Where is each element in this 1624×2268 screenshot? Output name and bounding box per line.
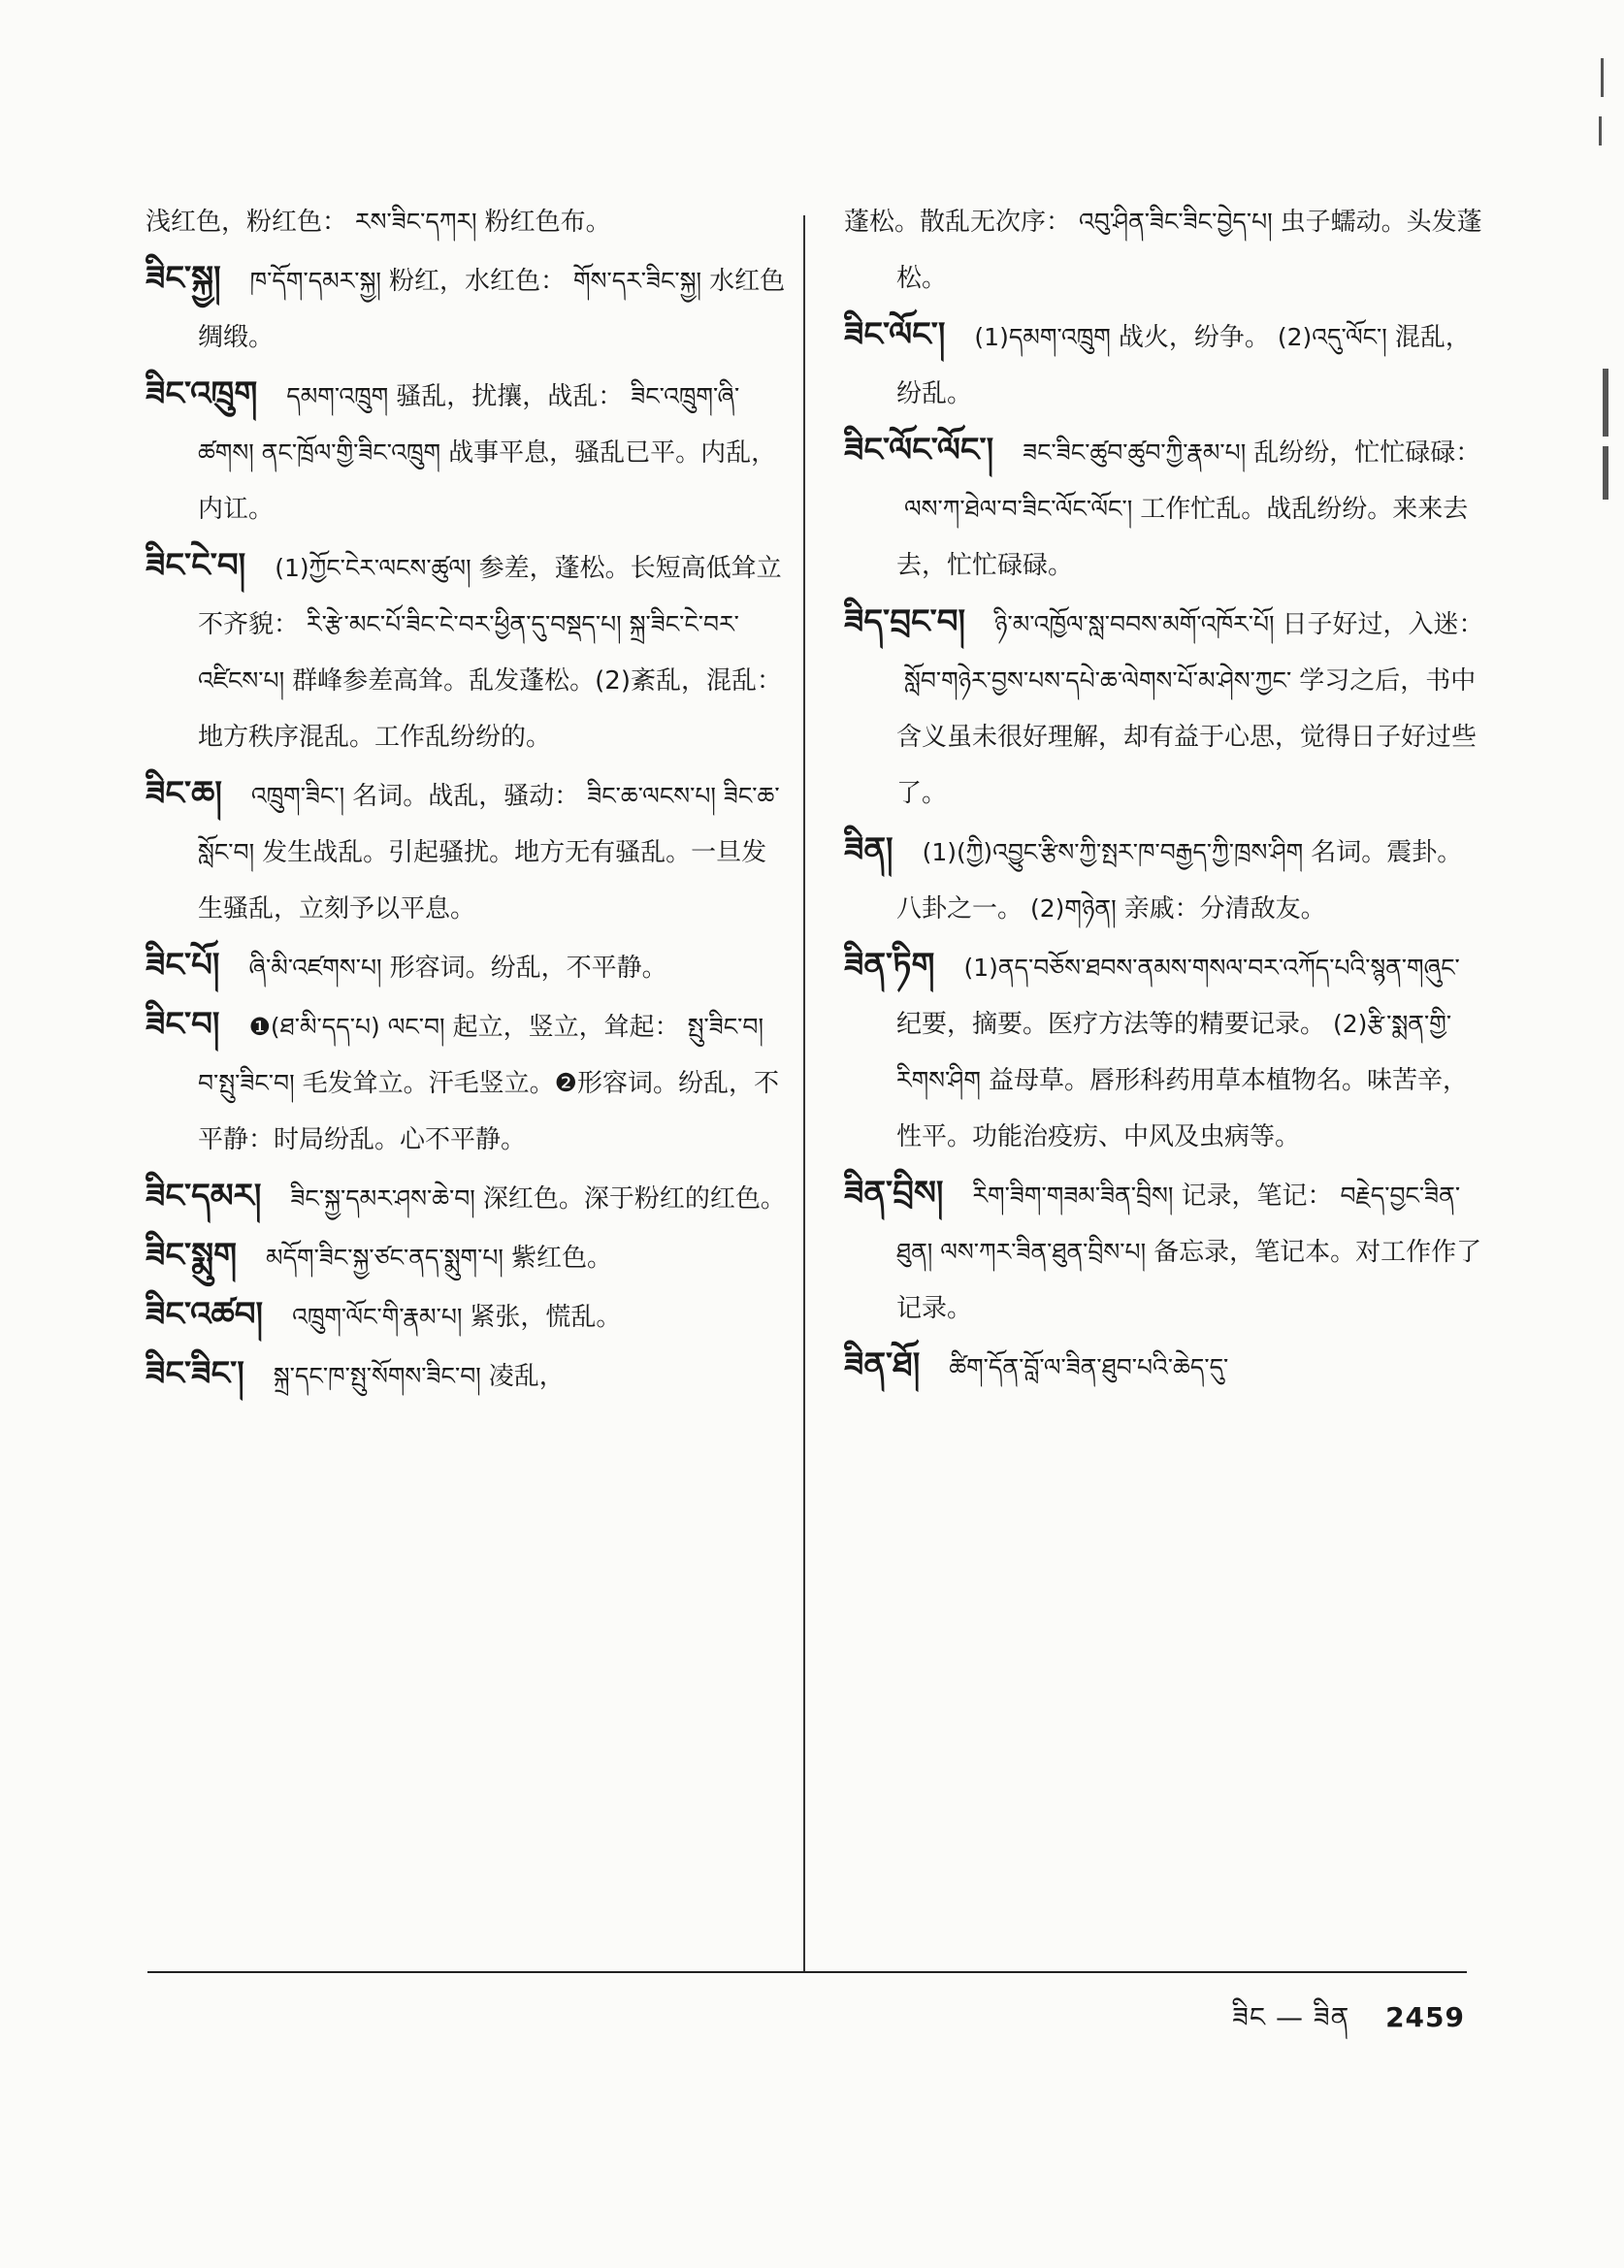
dictionary-entry <box>146 537 786 765</box>
chinese-gloss: 浅红色，粉红色： <box>146 208 348 237</box>
chinese-gloss: 参差，蓬松。长短高低耸立不齐貌： <box>198 554 782 639</box>
tibetan-text: (1)ཀྱོང་ངེར་ལངས་ཚུལ། <box>275 554 471 582</box>
chinese-gloss: 起立，竖立，耸起： <box>452 1013 680 1042</box>
tibetan-text: (1)དམག་འཁྲུག <box>974 323 1111 351</box>
chinese-translation: 工作忙乱。战乱纷纷。来来去去，忙忙碌碌。 <box>896 495 1469 580</box>
chinese-gloss: 深红色。深于粉红的红色。 <box>482 1184 786 1214</box>
chinese-translation: 备忘录，笔记本。对工作作了记录。 <box>896 1238 1482 1323</box>
headword: ཟིན་ཐོ། <box>844 1345 921 1384</box>
dictionary-entry <box>844 422 1484 594</box>
tibetan-text: ཟིང་སྐྱ་དམར་ཤས་ཆེ་བ། <box>290 1184 475 1213</box>
tibetan-example: (2)རྩི་སྨན་གྱི་རིགས་ཤིག <box>896 1010 1452 1094</box>
dictionary-entry <box>146 1168 786 1227</box>
tibetan-text: ཁ་དོག་དམར་སྐྱ། <box>249 267 381 295</box>
scan-mark <box>1603 446 1608 500</box>
dictionary-entry <box>146 765 786 937</box>
tibetan-example: ཟིང་ཆ་ལངས་པ། ཟིང་ཆ་སློང་བ། <box>198 782 780 866</box>
dictionary-entry <box>146 937 786 996</box>
dictionary-entry <box>844 194 1484 307</box>
chinese-gloss: 蓬松。散乱无次序： <box>844 208 1072 237</box>
headword: ཟིང་ཆ། <box>146 774 222 813</box>
page-footer <box>1232 1987 1465 2063</box>
tibetan-example: སློབ་གཉེར་བྱས་པས་དཔེ་ཆ་ལེགས་པོ་མ་ཤེས་ཀྱང་ <box>904 666 1292 695</box>
tibetan-text: ཉི་མ་འཁྱོལ་སླ་བབས་མགོ་འཁོར་པོ། <box>994 610 1275 638</box>
chinese-translation: 益母草。唇形科药用草本植物名。味苦辛，性平。功能治疫疠、中风及虫病等。 <box>896 1066 1468 1151</box>
dictionary-entry <box>146 1345 786 1405</box>
chinese-translation: 粉红色布。 <box>484 208 611 237</box>
chinese-gloss: 紧张，慌乱。 <box>470 1303 622 1332</box>
chinese-gloss: 骚乱，扰攘，战乱： <box>396 382 624 411</box>
chinese-translation: 毛发耸立。汗毛竖立。❷形容词。纷乱，不平静：时局纷乱。心不平静。 <box>198 1069 779 1154</box>
chinese-translation: 亲戚：分清敌友。 <box>1123 894 1326 923</box>
headword: ཟིང་ལོང་། <box>844 315 946 354</box>
headword: ཟིང་ཟིང་། <box>146 1354 244 1393</box>
dictionary-entry <box>844 594 1484 822</box>
tibetan-text: ཟང་ཟིང་ཚུབ་ཚུབ་ཀྱི་རྣམ་པ། <box>1023 438 1247 467</box>
headword: ཟིང་པོ། <box>146 946 220 985</box>
headword: ཟིད་བྲང་བ། <box>844 602 966 641</box>
tibetan-example: བརྗེད་བྱང་ཟིན་ཐུན། ལས་ཀར་ཟིན་ཐུན་བྲིས་པ། <box>896 1182 1461 1266</box>
dictionary-entry <box>844 1165 1484 1337</box>
chinese-translation: 战事平息，骚乱已平。内乱，内讧。 <box>198 438 777 524</box>
chinese-translation: 学习之后，书中含义虽未很好理解，却有益于心思，觉得日子好过些了。 <box>896 666 1478 808</box>
scan-mark <box>1601 58 1604 97</box>
tibetan-example: གོས་དར་ཟིང་སྐྱ། <box>573 267 702 295</box>
chinese-gloss: 日子好过，入迷： <box>1282 610 1484 639</box>
scan-mark <box>1603 369 1608 437</box>
chinese-gloss: 纪要，摘要。医疗方法等的精要记录。 <box>896 1010 1326 1039</box>
tibetan-example: རི་རྩེ་མང་པོ་ཟིང་ངེ་བར་ཕྱིན་དུ་བསྡད་པ། སྐྲ་ཟིང་ངེ་བར་འཛིངས་པ། <box>198 610 739 695</box>
dictionary-entry <box>146 1286 786 1345</box>
chinese-gloss: 战火，纷争。 <box>1118 323 1270 352</box>
headword: ཟིང་ངེ་བ། <box>146 546 246 585</box>
tibetan-text: (1)ནད་བཅོས་ཐབས་ནམས་གསལ་བར་འཀོད་པའི་སྙན་གཞུང་ <box>963 954 1460 982</box>
headword: ཟིན་ཏིག <box>844 946 935 985</box>
guide-words: ཟིང — ཟིན <box>1232 2001 1350 2033</box>
headword: ཟིན། <box>844 830 893 869</box>
tibetan-example: ལས་ཀ་ཐེལ་བ་ཟིང་ལོང་ལོང་། <box>904 495 1133 523</box>
dictionary-entry <box>844 937 1484 1165</box>
headword: ཟིང་འཚབ། <box>146 1295 264 1334</box>
dictionary-entry <box>844 307 1484 422</box>
chinese-gloss: 乱纷纷，忙忙碌碌： <box>1253 438 1481 468</box>
headword: ཟིང་ལོང་ལོང་། <box>844 431 994 470</box>
dictionary-entry <box>146 1227 786 1286</box>
dictionary-entry <box>844 822 1484 937</box>
tibetan-example: (2)གཉེན། <box>1030 894 1117 923</box>
headword: ཟིང་སྨུག <box>146 1236 238 1275</box>
headword: ཟིང་འཁྲུག <box>146 374 258 413</box>
headword: ཟིང་དམར། <box>146 1177 262 1215</box>
tibetan-example: འབུ་ཤིན་ཟིང་ཟིང་བྱེད་པ། <box>1079 208 1273 236</box>
page-number: 2459 <box>1385 2001 1465 2033</box>
chinese-translation: 发生战乱。引起骚扰。地方无有骚乱。一旦发生骚乱，立刻予以平息。 <box>198 838 767 923</box>
tibetan-text: འཁྲུག་ལོང་གི་རྣམ་པ། <box>292 1303 463 1331</box>
chinese-gloss: 名词。战乱，骚动： <box>352 782 580 811</box>
chinese-gloss: 紫红色。 <box>510 1244 612 1273</box>
chinese-gloss: 形容词。纷乱，不平静。 <box>389 954 667 983</box>
dictionary-entry <box>146 194 786 250</box>
left-column <box>146 194 786 1405</box>
dictionary-entry <box>146 250 786 366</box>
tibetan-text: འཁྲུག་ཟིང་། <box>250 782 345 810</box>
chinese-translation: 虫子蠕动。头发蓬松。 <box>896 208 1482 293</box>
chinese-translation: 混乱，纷乱。 <box>896 323 1471 408</box>
tibetan-text: (1)(ཀྱི)འབྱུང་རྩིས་ཀྱི་སྤར་ཁ་བརྒྱད་ཀྱི་ཁྲས་ཤིག <box>922 838 1304 866</box>
tibetan-text: མདོག་ཟིང་སྐྱ་ཙང་ནད་སྨུག་པ། <box>266 1244 503 1272</box>
footer-rule <box>147 1971 1467 1973</box>
chinese-gloss: 名词。震卦。八卦之一。 <box>896 838 1463 923</box>
right-column <box>844 194 1484 1396</box>
tibetan-text: ཞི་མི་འཛགས་པ། <box>248 954 382 982</box>
tibetan-text: ❶(ཐ་མི་དད་པ) ལང་བ། <box>248 1013 445 1041</box>
tibetan-text: དམག་འཁྲུག <box>286 382 389 410</box>
dictionary-entry <box>844 1337 1484 1396</box>
headword: ཟིང་བ། <box>146 1005 220 1044</box>
chinese-gloss: 记录，笔记： <box>1181 1182 1333 1211</box>
tibetan-text: སྐྲ་དང་ཁ་སྤུ་སོགས་ཟིང་བ། <box>273 1362 481 1390</box>
dictionary-entry <box>146 996 786 1168</box>
tibetan-example: ཟིང་འཁྲུག་ཞི་ཚགས། ནང་ཁྲོལ་གྱི་ཟིང་འཁྲུག <box>198 382 740 467</box>
tibetan-text: རིག་ཟིག་གཟམ་ཟིན་བྲིས། <box>972 1182 1174 1210</box>
tibetan-example: (2)འདུ་ལོང་། <box>1277 323 1387 351</box>
chinese-translation: 水红色绸缎。 <box>198 267 786 352</box>
dictionary-entry <box>146 366 786 537</box>
tibetan-example: རས་ཟིང་དཀར། <box>355 208 477 236</box>
headword: ཟིང་སྐྱ། <box>146 259 221 298</box>
scan-mark <box>1599 116 1602 146</box>
chinese-translation: 群峰参差高耸。乱发蓬松。(2)紊乱，混乱：地方秩序混乱。工作乱纷纷的。 <box>198 666 782 752</box>
tibetan-example: སྤུ་ཟིང་བ། བ་སྤུ་ཟིང་བ། <box>198 1013 763 1097</box>
chinese-gloss: 凌乱， <box>488 1362 565 1391</box>
column-divider <box>803 215 805 1971</box>
headword: ཟིན་བྲིས། <box>844 1174 944 1213</box>
chinese-gloss: 粉红，水红色： <box>388 267 566 296</box>
tibetan-text: ཚིག་དོན་བློ་ལ་ཟིན་ཐུབ་པའི་ཆེད་དུ་ <box>949 1353 1229 1381</box>
